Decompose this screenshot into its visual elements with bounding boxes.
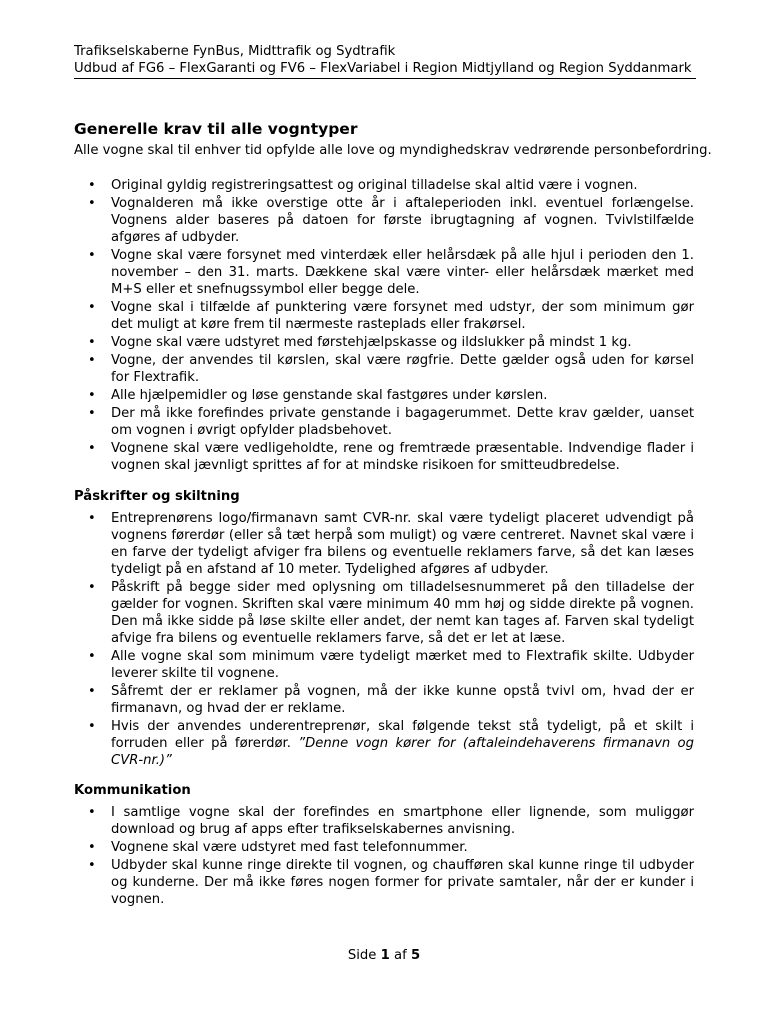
bullet-icon: • — [88, 511, 96, 526]
bullet-icon: • — [88, 649, 96, 664]
bullet-icon: • — [88, 178, 96, 193]
section-heading-communication: Kommunikation — [74, 783, 191, 798]
list-item: • Original gyldig registreringsattest og original tilladelse skal altid være i vognen. — [88, 178, 638, 193]
bullet-icon: • — [88, 388, 96, 403]
bullet-icon: • — [88, 335, 96, 350]
list-item: • Vognene skal være vedligeholdte, rene og fremtræde præsentable. Indvendige flader i vognen skal jævnligt sprittes af for at mindske risikoen for smitteudbredelse. — [88, 441, 694, 473]
list-item: • Vogne skal være forsynet med vinterdæk eller helårsdæk på alle hjul i perioden den 1. november – den 31. marts. Dækkene skal være vinter- eller helårsdæk mærket med M+S eller et snefnugssymbol eller begge dele. — [88, 248, 694, 297]
bullet-icon: • — [88, 441, 96, 456]
bullet-icon: • — [88, 719, 96, 734]
bullet-icon: • — [88, 353, 96, 368]
general-requirements-list — [74, 177, 694, 475]
header-divider — [74, 78, 696, 79]
list-item: • Der må ikke forefindes private genstande i bagagerummet. Dette krav gælder, uanset om vognen i øvrigt opfylder pladsbehovet. — [88, 406, 694, 438]
footer-page-number: 1 — [380, 948, 390, 963]
list-item: • I samtlige vogne skal der forefindes en smartphone eller lignende, som muliggør download og brug af apps efter trafikselskabernes anvisning. — [88, 805, 694, 837]
bullet-icon: • — [88, 840, 96, 855]
footer-of-label: af — [394, 948, 407, 963]
list-item: • Hvis der anvendes underentreprenør, skal følgende tekst stå tydeligt, på et skilt i forruden eller på førerdør. ”Denne vogn kører for (aftaleindehaverens firmanavn og CVR-nr.)” — [88, 719, 694, 768]
footer-total-pages: 5 — [410, 948, 421, 963]
bullet-icon: • — [88, 300, 96, 315]
header-tender-title: Udbud af FG6 – FlexGaranti og FV6 – FlexVariabel i Region Midtjylland og Region Syddanmark — [74, 61, 692, 76]
list-item: • Vogne, der anvendes til kørslen, skal være røgfrie. Dette gælder også uden for kørsel for Flextrafik. — [88, 353, 694, 385]
list-item: • Entreprenørens logo/firmanavn samt CVR-nr. skal være tydeligt placeret udvendigt på vognens førerdør (eller så tæt herpå som muligt) og være centreret. Navnet skal være i en farve der tydeligt afviger fra bilens og eventuelle reklamers farve, så det kan læses tydeligt på en afstand af 10 meter. Tydelighed afgøres af udbyder. — [88, 511, 694, 577]
bullet-icon: • — [88, 196, 96, 211]
list-item: • Såfremt der er reklamer på vognen, må der ikke kunne opstå tvivl om, hvad der er firmanavn, og hvad der er reklame. — [88, 684, 694, 716]
bullet-icon: • — [88, 248, 96, 263]
quoted-sign-text: ”Denne vogn kører for (aftaleindehaverens firmanavn og CVR-nr.)” — [111, 736, 694, 768]
footer-side-label: Side — [347, 948, 377, 963]
section-title-general: Generelle krav til alle vogntyper — [74, 120, 358, 138]
bullet-icon: • — [88, 406, 96, 421]
bullet-icon: • — [88, 805, 96, 820]
list-item: • Vognalderen må ikke overstige otte år i aftaleperioden inkl. eventuel forlængelse. Vognens alder baseres på datoen for første ibrugtagning af vognen. Tvivlstilfælde afgøres af udbyder. — [88, 196, 694, 245]
page-header — [74, 43, 696, 77]
signage-list — [74, 510, 694, 770]
list-item: • Vogne skal være udstyret med førstehjælpskasse og ildslukker på mindst 1 kg. — [88, 335, 632, 350]
section-heading-signage: Påskrifter og skiltning — [74, 489, 240, 504]
bullet-icon: • — [88, 580, 96, 595]
list-item: • Vogne skal i tilfælde af punktering være forsynet med udstyr, der som minimum gør det muligt at køre frem til nærmeste rasteplads eller frakørsel. — [88, 300, 694, 332]
list-item: • Vognene skal være udstyret med fast telefonnummer. — [88, 840, 468, 855]
list-item: • Alle hjælpemidler og løse genstande skal fastgøres under kørslen. — [88, 388, 548, 403]
list-item: • Alle vogne skal som minimum være tydeligt mærket med to Flextrafik skilte. Udbyder leverer skilte til vognene. — [88, 649, 694, 681]
communication-list — [74, 804, 694, 909]
header-organisations: Trafikselskaberne FynBus, Midttrafik og Sydtrafik — [74, 44, 396, 59]
page-footer — [0, 947, 768, 964]
bullet-icon: • — [88, 858, 96, 873]
list-item: • Udbyder skal kunne ringe direkte til vognen, og chaufføren skal kunne ringe til udbyder og kunderne. Der må ikke føres nogen former for private samtaler, når der er kunder i vognen. — [88, 858, 694, 907]
list-item: • Påskrift på begge sider med oplysning om tilladelsesnummeret på den tilladelse der gælder for vognen. Skriften skal være minimum 40 mm høj og sidde direkte på vognen. Den må ikke sidde på løse skilte eller andet, der nemt kan tages af. Farven skal tydeligt afvige fra bilens og eventuelle reklamers farve, så det er let at læse. — [88, 580, 694, 646]
intro-paragraph: Alle vogne skal til enhver tid opfylde alle love og myndighedskrav vedrørende personbefordring. — [74, 143, 712, 158]
bullet-icon: • — [88, 684, 96, 699]
